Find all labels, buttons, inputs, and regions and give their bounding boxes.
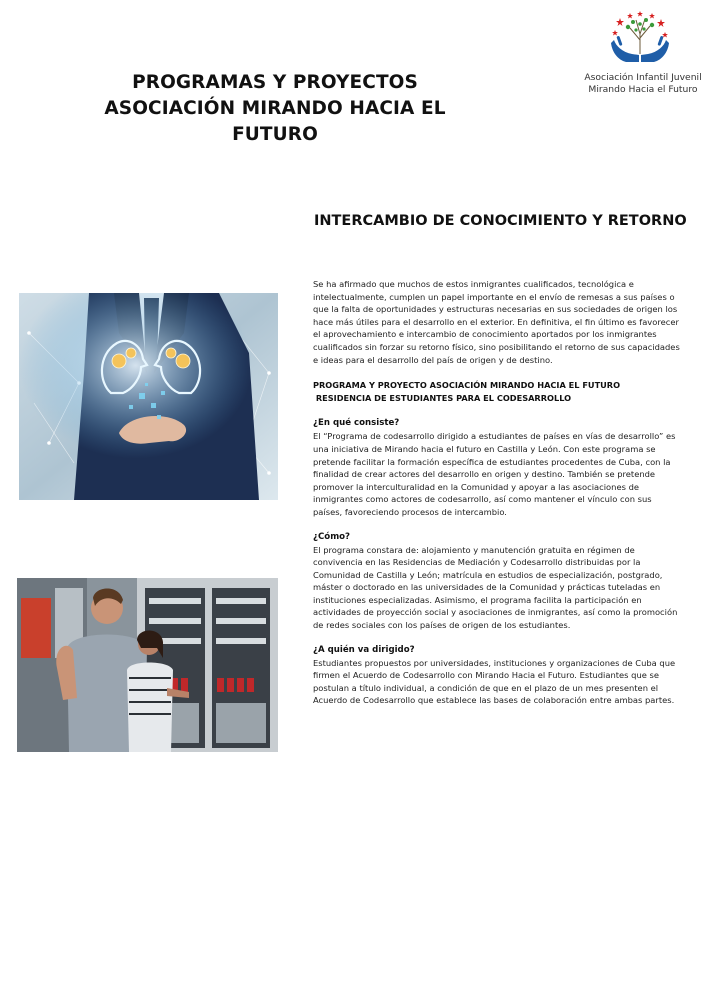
program-heading-line-2: RESIDENCIA DE ESTUDIANTES PARA EL CODESARROLLO <box>313 392 572 403</box>
page-title <box>60 70 490 148</box>
program-heading-line-1: PROGRAMA Y PROYECTO ASOCIACIÓN MIRANDO HACIA EL FUTURO <box>313 380 621 391</box>
intro-paragraph: Se ha afirmado que muchos de estos inmigrantes cualificados, tecnológica e intelectualmente, cumplen un papel importante en el envío de remesas a sus países o que la falta de oportunidades y estructuras necesarias en sus sociedades de origen los hace más útiles para el desarrollo en el exterior. En definitiva, el fin último es favorecer el aprovechamiento e intercambio de conocimiento aportados por los inmigrantes cualificados sin forzar su retorno físico, sino posibilitando el retorno de sus capacidades e ideas para el desarrollo del país de origen y de destino. <box>313 279 680 365</box>
hands-tree-stars-logo-icon <box>606 10 674 70</box>
logo-text-line-1: Asociación Infantil Juvenil <box>584 72 702 83</box>
students-electrical-panel-photo <box>17 578 278 752</box>
businessman-holographic-heads-gears-photo <box>19 293 278 500</box>
association-logo <box>584 10 702 100</box>
section-what-is-it <box>313 417 681 518</box>
section-title: INTERCAMBIO DE CONOCIMIENTO Y RETORNO <box>314 213 687 229</box>
page-title-line-2: ASOCIACIÓN MIRANDO HACIA EL FUTURO <box>104 98 446 145</box>
question-heading-2: ¿Cómo? <box>313 531 351 542</box>
question-heading-3: ¿A quién va dirigido? <box>313 644 415 655</box>
answer-paragraph-3: Estudiantes propuestos por universidades, instituciones y organizaciones de Cuba que firmen el Acuerdo de Codesarrollo con Mirando Hacia el Futuro. Estudiantes que se postulan a título individual, a condición de que en el plazo de un mes presenten el Acuerdo de Codesarrollo que establece las bases de colaboración entre ambas partes. <box>313 657 676 706</box>
section-how <box>313 531 681 632</box>
article-body <box>313 278 681 719</box>
program-heading <box>313 379 681 404</box>
section-target-audience <box>313 644 681 707</box>
answer-paragraph-2: El programa constara de: alojamiento y manutención gratuita en régimen de convivencia en las Residencias de Mediación y Codesarrollo distribuidas por la Comunidad de Castilla y León; matrícula en estudios de especialización, postgrado, máster o doctorado en las universidades de la Comunidad y prácticas tuteladas en instituciones especializadas. Asimismo, el programa facilita la participación en actividades de proyección social y asociaciones de inmigrantes, así como la promoción de redes sociales con los países de origen de los estudiantes. <box>313 544 678 631</box>
page-title-line-1: PROGRAMAS Y PROYECTOS <box>132 72 418 93</box>
answer-paragraph-1: El “Programa de codesarrollo dirigido a estudiantes de países en vías de desarrollo” es una iniciativa de Mirando hacia el futuro en Castilla y León. Con este programa se pretende facilitar la formación específica de estudiantes procedentes de Cuba, con la finalidad de crear actores del desarrollo en origen y destino. También se pretende promover la interculturalidad en la Comunidad y apoyar a las asociaciones de inmigrantes como actores de codesarrollo, así como mantener el vínculo con sus países, favoreciendo procesos de intercambio. <box>313 431 676 517</box>
logo-text <box>584 72 702 96</box>
question-heading-1: ¿En qué consiste? <box>313 418 400 429</box>
logo-text-line-2: Mirando Hacia el Futuro <box>588 84 698 95</box>
